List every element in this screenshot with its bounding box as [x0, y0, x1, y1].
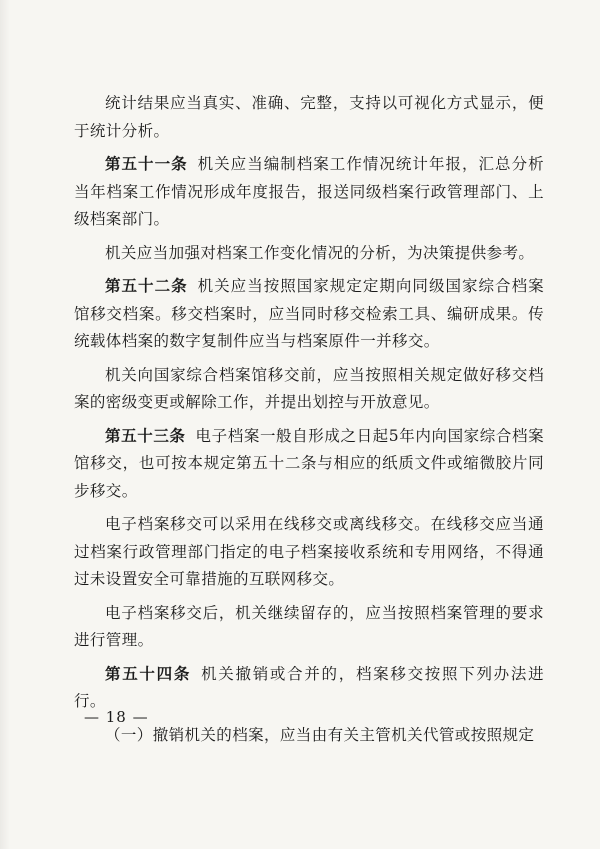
paragraph-6	[74, 423, 544, 506]
article-heading: 第五十一条	[105, 155, 188, 173]
paragraph-2	[74, 151, 544, 234]
paragraph-5	[74, 362, 544, 417]
paragraph-text: 统计结果应当真实、准确、完整，支持以可视化方式显示，便于统计分析。	[74, 94, 544, 140]
paragraph-3	[74, 240, 544, 268]
article-heading: 第五十四条	[105, 664, 192, 683]
paragraph-text: （一）撤销机关的档案，应当由有关主管机关代管或按照规定	[105, 725, 535, 744]
article-heading: 第五十二条	[105, 277, 188, 295]
paragraph-text: 机关应当按照国家规定定期向同级国家综合档案馆移交档案。移交档案时，应当同时移交检索工具、编研成果。传统载体档案的数字复制件应当与档案原件一并移交。	[74, 277, 544, 350]
paragraph-7	[74, 511, 544, 594]
paragraph-text: 机关向国家综合档案馆移交前，应当按照相关规定做好移交档案的密级变更或解除工作，并提出划控与开放意见。	[74, 365, 544, 411]
paragraph-1	[74, 90, 544, 145]
paragraph-text: 机关应当编制档案工作情况统计年报，汇总分析当年档案工作情况形成年度报告，报送同级档案行政管理部门、上级档案部门。	[74, 155, 544, 228]
paragraph-text: 电子档案一般自形成之日起5年内向国家综合档案馆移交，也可按本规定第五十二条与相应的纸质文件或缩微胶片同步移交。	[74, 426, 544, 500]
paragraph-text: 电子档案移交可以采用在线移交或离线移交。在线移交应当通过档案行政管理部门指定的电子档案接收系统和专用网络，不得通过未设置安全可靠措施的互联网移交。	[74, 515, 544, 588]
page-number: — 18 —	[84, 708, 149, 726]
paragraph-text: 机关应当加强对档案工作变化情况的分析，为决策提供参考。	[105, 243, 535, 262]
article-heading: 第五十三条	[105, 426, 186, 445]
paragraph-8	[74, 600, 544, 655]
paragraph-text: 机关撤销或合并的，档案移交按照下列办法进行。	[74, 664, 544, 710]
paragraph-4	[74, 273, 544, 356]
document-body	[74, 90, 544, 755]
paragraph-text: 电子档案移交后，机关继续留存的，应当按照档案管理的要求进行管理。	[74, 603, 544, 649]
